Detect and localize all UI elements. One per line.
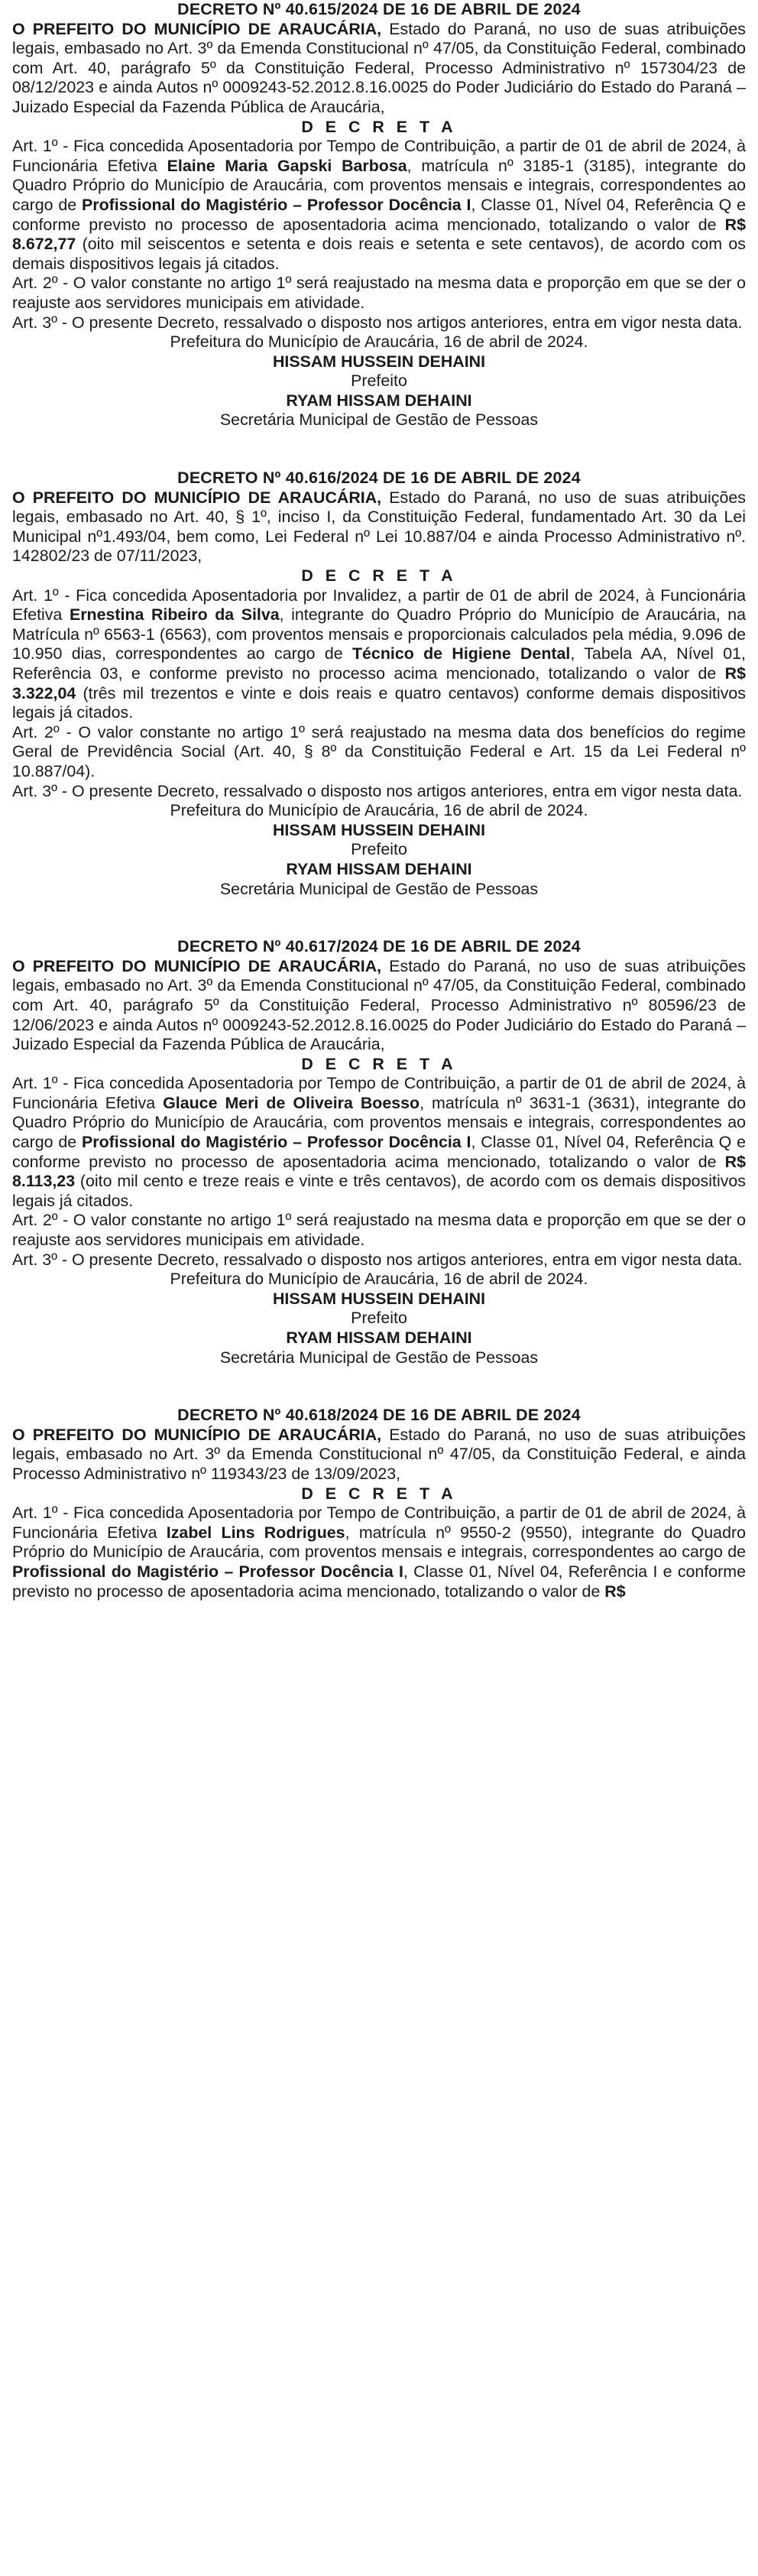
article-1-emphasis: R$ 8.672,77 (12, 215, 746, 254)
preamble-text: Estado do Paraná, no uso de suas atribuições legais, embasado no Art. 3º da Emenda Constitucional nº 47/05, da Constituição Federal, combinado com Art. 40, parágrafo 5º da Constituição Federal, Processo Administrativo nº 80596/23 de 12/06/2023 e ainda Autos nº 0009243-52.2012.8.16.0025 do Poder Judiciário do Estado do Paraná – Juizado Especial da Fazenda Pública de Araucária, (12, 956, 746, 1054)
signer-mayor-role: Prefeito (351, 840, 407, 859)
article-1-text: , Tabela AA, Nível 01, Referência 03, e conforme previsto no processo acima mencionado, totalizando o valor de (12, 644, 746, 683)
decreta-heading: D E C R E T A (301, 566, 457, 586)
preamble-heading: O PREFEITO DO MUNICÍPIO DE ARAUCÁRIA, (12, 488, 382, 507)
article-1-emphasis: Profissional do Magistério – Professor Docência I (82, 1133, 471, 1152)
signer-secretary-name: RYAM HISSAM DEHAINI (286, 859, 472, 878)
article-1-text: Art. 1º - Fica concedida Aposentadoria por Tempo de Contribuição, a partir de 01 de abril de 2024, à Funcionária Efetiva (12, 1074, 746, 1112)
article-1-emphasis: R$ 8.113,23 (12, 1152, 746, 1191)
article-1-emphasis: Profissional do Magistério – Professor Docência I (82, 195, 471, 214)
signer-secretary-name: RYAM HISSAM DEHAINI (286, 1329, 472, 1347)
signer-secretary-role: Secretária Municipal de Gestão de Pessoas (219, 410, 539, 430)
preamble-text: Estado do Paraná, no uso de suas atribuições legais, embasado no Art. 3º da Emenda Constitucional nº 47/05, da Constituição Federal, e ainda Processo Administrativo nº 119343/23 de 13/09/2023, (12, 1425, 746, 1483)
article-1-text: , matrícula nº 3185-1 (3185), integrante do Quadro Próprio do Município de Araucária, com proventos mensais e integrais, correspondentes ao cargo de (12, 156, 746, 214)
article-1 (12, 137, 746, 274)
decree-40616 (12, 469, 746, 899)
article-1-text: , matrícula nº 9550-2 (9550), integrante do Quadro Próprio do Município de Araucária, com proventos mensais e integrais, correspondentes ao cargo de (12, 1523, 746, 1562)
place-date: Prefeitura do Município de Araucária, 16 de abril de 2024. (170, 1270, 588, 1289)
decree-40615 (12, 0, 746, 430)
article-2: Art. 2º - O valor constante no artigo 1º será reajustado na mesma data dos benefícios do regime Geral de Previdência Social (Art. 40, § 8º da Constituição Federal e Art. 15 da Lei Federal nº 10.887/04). (12, 722, 746, 780)
decree-40618 (12, 1406, 746, 1601)
preamble-heading: O PREFEITO DO MUNICÍPIO DE ARAUCÁRIA, (12, 956, 382, 975)
article-1-emphasis: Elaine Maria Gapski Barbosa (167, 156, 407, 175)
article-1 (12, 1504, 746, 1601)
decreta-heading: D E C R E T A (301, 117, 457, 136)
decree-title: DECRETO Nº 40.618/2024 DE 16 DE ABRIL DE 2024 (177, 1406, 581, 1425)
article-1-text: (três mil trezentos e vinte e dois reais e quatro centavos) conforme demais dispositivos legais já citados. (12, 683, 746, 722)
article-1-text: (oito mil cento e treze reais e vinte e três centavos), de acordo com os demais dispositivos legais já citados. (12, 1172, 746, 1210)
article-3: Art. 3º - O presente Decreto, ressalvado o disposto nos artigos anteriores, entra em vigor nesta data. (12, 781, 743, 800)
signer-mayor-name: HISSAM HUSSEIN DEHAINI (272, 1289, 486, 1308)
article-1-text: Art. 1º - Fica concedida Aposentadoria por Tempo de Contribuição, a partir de 01 de abril de 2024, à Funcionária Efetiva (12, 137, 746, 175)
decree-title: DECRETO Nº 40.616/2024 DE 16 DE ABRIL DE 2024 (177, 469, 581, 488)
article-1-text: , integrante do Quadro Próprio do Município de Araucária, na Matrícula nº 6563-1 (6563), com proventos mensais e proporcionais calculados pela média, 9.096 de 10.950 dias, correspondentes ao cargo de (12, 605, 747, 663)
decree-preamble (12, 1426, 746, 1484)
signer-secretary-name: RYAM HISSAM DEHAINI (286, 391, 472, 410)
article-2: Art. 2º - O valor constante no artigo 1º será reajustado na mesma data e proporção em que se der o reajuste aos servidores municipais em atividade. (12, 274, 746, 312)
article-1-emphasis: Técnico de Higiene Dental (351, 644, 571, 663)
preamble-heading: O PREFEITO DO MUNICÍPIO DE ARAUCÁRIA, (12, 19, 382, 38)
decreta-heading: D E C R E T A (301, 1054, 457, 1073)
signer-mayor-role: Prefeito (351, 1309, 407, 1328)
signer-mayor-role: Prefeito (351, 371, 407, 391)
document-page (12, 0, 746, 1601)
article-1-text: , Classe 01, Nível 04, Referência Q e conforme previsto no processo de aposentadoria acima mencionado, totalizando o valor de (12, 1133, 746, 1171)
article-1-emphasis: Glauce Meri de Oliveira Boesso (163, 1093, 420, 1112)
signer-secretary-role: Secretária Municipal de Gestão de Pessoas (219, 879, 539, 898)
decreta-heading: D E C R E T A (301, 1484, 457, 1503)
decree-title: DECRETO Nº 40.615/2024 DE 16 DE ABRIL DE 2024 (177, 0, 581, 18)
article-1 (12, 1074, 746, 1211)
article-1-emphasis: Ernestina Ribeiro da Silva (69, 605, 280, 625)
preamble-text: Estado do Paraná, no uso de suas atribuições legais, embasado no Art. 3º da Emenda Constitucional nº 47/05, da Constituição Federal, combinado com Art. 40, parágrafo 5º da Constituição Federal, Processo Administrativo nº 157304/23 de 08/12/2023 e ainda Autos nº 0009243-52.2012.8.16.0025 do Poder Judiciário do Estado do Paraná – Juizado Especial da Fazenda Pública de Araucária, (12, 19, 746, 116)
article-1-text: , Classe 01, Nível 04, Referência Q e conforme previsto no processo de aposentadoria acima mencionado, totalizando o valor de (12, 195, 746, 234)
decree-preamble (12, 20, 746, 118)
place-date: Prefeitura do Município de Araucária, 16 de abril de 2024. (170, 801, 588, 820)
article-1-emphasis: R$ (604, 1582, 626, 1601)
article-1 (12, 586, 746, 723)
signer-secretary-role: Secretária Municipal de Gestão de Pessoas (219, 1348, 539, 1367)
article-1-text: , Classe 01, Nível 04, Referência I e conforme previsto no processo de aposentadoria acima mencionado, totalizando o valor de (12, 1562, 746, 1601)
preamble-heading: O PREFEITO DO MUNICÍPIO DE ARAUCÁRIA, (12, 1425, 382, 1444)
article-1-emphasis: Izabel Lins Rodrigues (166, 1523, 345, 1542)
signer-mayor-name: HISSAM HUSSEIN DEHAINI (272, 352, 486, 371)
article-1-emphasis: R$ 3.322,04 (12, 664, 746, 702)
decree-preamble (12, 957, 746, 1055)
article-1-text: Art. 1º - Fica concedida Aposentadoria por Tempo de Contribuição, a partir de 01 de abril de 2024, à Funcionária Efetiva (12, 1504, 746, 1542)
article-2: Art. 2º - O valor constante no artigo 1º será reajustado na mesma data e proporção em que se der o reajuste aos servidores municipais em atividade. (12, 1211, 746, 1250)
decree-preamble (12, 488, 746, 566)
article-1-text: , matrícula nº 3631-1 (3631), integrante do Quadro Próprio do Município de Araucária, com proventos mensais e integrais, correspondentes ao cargo de (12, 1093, 746, 1152)
article-3: Art. 3º - O presente Decreto, ressalvado o disposto nos artigos anteriores, entra em vigor nesta data. (12, 313, 743, 332)
decree-title: DECRETO Nº 40.617/2024 DE 16 DE ABRIL DE 2024 (177, 937, 581, 956)
article-1-text: (oito mil seiscentos e setenta e dois reais e setenta e sete centavos), de acordo com os demais dispositivos legais já citados. (12, 235, 746, 273)
place-date: Prefeitura do Município de Araucária, 16 de abril de 2024. (170, 333, 588, 352)
article-3: Art. 3º - O presente Decreto, ressalvado o disposto nos artigos anteriores, entra em vigor nesta data. (12, 1250, 743, 1269)
preamble-text: Estado do Paraná, no uso de suas atribuições legais, embasado no Art. 40, § 1º, inciso I, da Constituição Federal, fundamentado Art. 30 da Lei Municipal nº1.493/04, bem como, Lei Federal nº Lei 10.887/04 e ainda Processo Administrativo nº. 142802/23 de 07/11/2023, (12, 488, 746, 566)
article-1-emphasis: Profissional do Magistério – Professor Docência I (12, 1562, 403, 1581)
decree-40617 (12, 937, 746, 1367)
signer-mayor-name: HISSAM HUSSEIN DEHAINI (272, 820, 486, 839)
article-1-text: Art. 1º - Fica concedida Aposentadoria por Invalidez, a partir de 01 de abril de 2024, à Funcionária Efetiva (12, 586, 746, 625)
